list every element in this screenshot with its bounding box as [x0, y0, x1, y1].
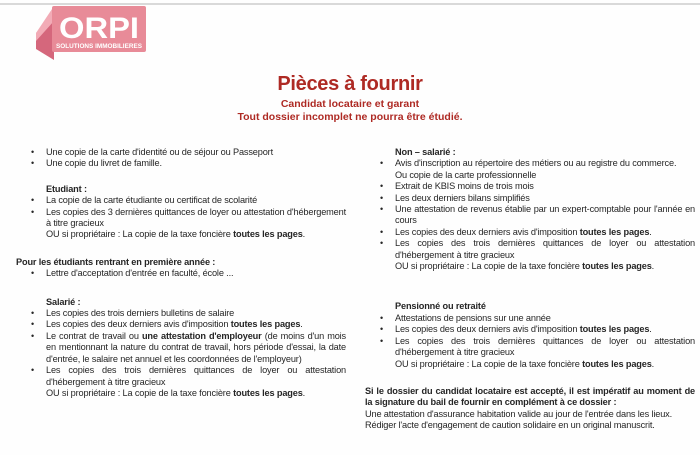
section-heading: Pensionné ou retraité	[395, 301, 486, 312]
bullet-item	[15, 195, 346, 206]
document-header	[0, 72, 700, 124]
item-text: Les deux derniers bilans simplifiés	[395, 192, 530, 203]
logo-brand-text: ORPI	[59, 12, 139, 45]
section-block	[15, 297, 346, 400]
page-title: Pièces à fournir	[277, 73, 423, 95]
bullet-icon: •	[380, 226, 384, 237]
bullet-icon: •	[380, 312, 384, 323]
text-line	[364, 261, 695, 272]
bullet-icon: •	[31, 330, 35, 341]
bullet-item	[15, 268, 346, 279]
section-block	[15, 147, 346, 170]
bullet-icon: •	[31, 195, 35, 206]
item-text: OU si propriétaire : La copie de la taxe foncière toutes les pages.	[395, 358, 655, 369]
item-text: Les copies des trois derniers bulletins de salaire	[46, 308, 235, 319]
bullet-item	[364, 158, 695, 169]
bullet-icon: •	[380, 181, 384, 192]
bullet-icon: •	[31, 147, 35, 157]
orpi-logo	[28, 1, 154, 67]
bullet-icon: •	[31, 308, 35, 319]
bullet-icon: •	[380, 324, 384, 335]
text-line	[364, 170, 695, 181]
section-block	[364, 301, 695, 369]
item-text: Une copie du livret de famille.	[46, 158, 162, 169]
bullet-item	[364, 313, 695, 324]
section-block	[364, 147, 695, 272]
bullet-item	[15, 308, 346, 319]
item-text: Les copies des deux derniers avis d'imposition toutes les pages.	[395, 324, 652, 335]
bullet-item	[364, 181, 695, 192]
text-line	[364, 409, 695, 420]
text-line	[364, 359, 695, 370]
bullet-icon: •	[31, 319, 35, 330]
section-block	[15, 184, 346, 241]
bullet-icon: •	[380, 204, 384, 215]
item-text: Avis d'inscription au répertoire des métiers ou au registre du commerce.	[395, 158, 677, 169]
section-heading: Si le dossier du candidat locataire est accepté, il est impératif au moment de la signature du bail de fournir en complément à ce dossier :	[365, 385, 695, 408]
bullet-item	[15, 207, 346, 230]
section-block	[364, 386, 695, 432]
text-line	[15, 388, 346, 399]
item-text: OU si propriétaire : La copie de la taxe foncière toutes les pages.	[46, 229, 306, 240]
item-text: Les copies des trois dernières quittances de loyer ou attestation d'hébergement à titre gracieux	[395, 335, 695, 358]
column-left	[15, 147, 346, 432]
item-text: Lettre d'acceptation d'entrée en faculté, école ...	[46, 268, 234, 279]
item-text: Les copies des trois dernières quittances de loyer ou attestation d'hébergement à titre gracieux	[395, 238, 695, 260]
logo-tagline-text: SOLUTIONS IMMOBILIERES	[56, 44, 142, 50]
section-block	[15, 257, 346, 280]
item-text: OU si propriétaire : La copie de la taxe foncière toutes les pages.	[46, 387, 306, 398]
bullet-icon: •	[31, 158, 35, 169]
section-heading: Etudiant :	[46, 183, 87, 194]
bullet-icon: •	[31, 206, 35, 217]
bullet-icon: •	[380, 192, 384, 203]
item-text: Ou copie de la carte professionnelle	[395, 169, 537, 180]
item-text: Les copies des deux derniers avis d'imposition toutes les pages.	[46, 319, 303, 330]
item-text: Les copies des 3 dernières quittances de loyer ou attestation d'hébergement à titre gracieux	[46, 206, 346, 229]
page-notice: Tout dossier incomplet ne pourra être étudié.	[237, 111, 463, 123]
item-text: Une attestation de revenus établie par un expert-comptable pour l'année en cours	[395, 204, 695, 226]
bullet-item	[364, 227, 695, 238]
bullet-item	[15, 158, 346, 169]
section-heading: Pour les étudiants rentrant en première année :	[16, 256, 216, 267]
item-text: Les copies des trois dernières quittances de loyer ou attestation d'hébergement à titre gracieux	[46, 365, 346, 387]
item-text: OU si propriétaire : La copie de la taxe foncière toutes les pages.	[395, 261, 655, 272]
section-heading: Salarié :	[46, 296, 81, 307]
item-text: Une copie de la carte d'identité ou de séjour ou Passeport	[46, 147, 273, 157]
bullet-item	[364, 324, 695, 335]
item-text: Les copies des deux derniers avis d'imposition toutes les pages.	[395, 226, 652, 237]
bullet-icon: •	[380, 335, 384, 346]
bullet-item	[364, 193, 695, 204]
text-line	[364, 420, 695, 431]
bullet-item	[364, 238, 695, 261]
section-heading: Non – salarié :	[395, 147, 456, 157]
bullet-item	[364, 336, 695, 359]
content-columns	[15, 147, 695, 432]
bullet-icon: •	[31, 365, 35, 376]
column-right	[364, 147, 695, 432]
item-text: Le contrat de travail ou une attestation d'employeur (de moins d'un mois en mentionnant la nature du contrat de travail, hors période d'essai, la date d'entrée, le salaire net annuel et les coordonnées de l'employeur)	[46, 330, 346, 364]
bullet-icon: •	[31, 268, 35, 279]
item-text: Rédiger l'acte d'engagement de caution solidaire en un original manuscrit.	[365, 420, 655, 431]
bullet-item	[15, 319, 346, 330]
item-text: La copie de la carte étudiante ou certificat de scolarité	[46, 195, 258, 206]
bullet-icon: •	[380, 238, 384, 249]
bullet-item	[364, 204, 695, 227]
bullet-item	[15, 365, 346, 388]
item-text: Attestations de pensions sur une année	[395, 312, 551, 323]
text-line	[15, 229, 346, 240]
bullet-item	[15, 331, 346, 365]
item-text: Extrait de KBIS moins de trois mois	[395, 181, 534, 192]
bullet-item	[15, 147, 346, 158]
bullet-icon: •	[380, 158, 384, 169]
page-subtitle: Candidat locataire et garant	[280, 98, 420, 110]
item-text: Une attestation d'assurance habitation valide au jour de l'entrée dans les lieux.	[365, 408, 672, 419]
